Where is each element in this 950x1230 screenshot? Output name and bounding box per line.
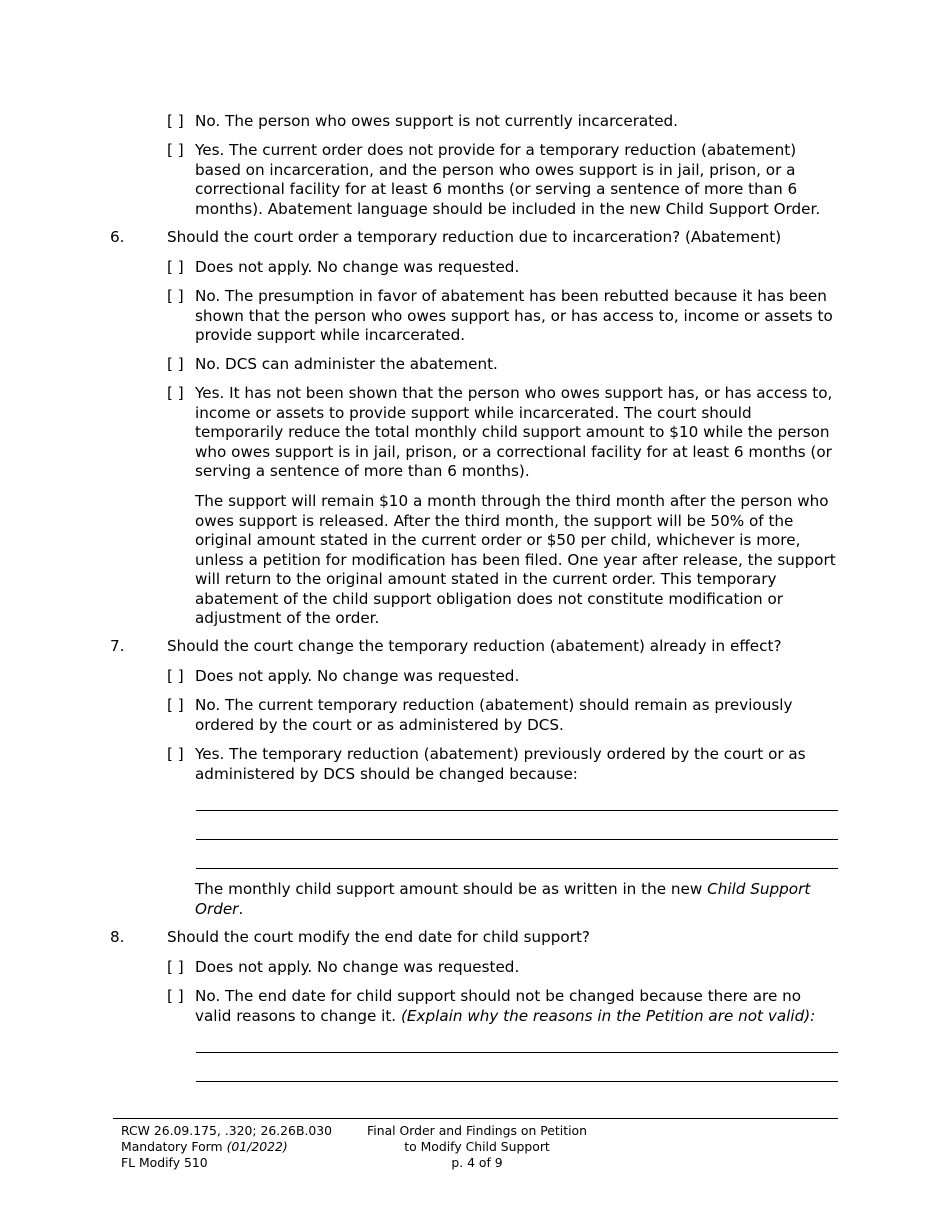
q8-explain-line-1[interactable] <box>196 1052 838 1053</box>
footer-title-2: to Modify Child Support <box>404 1139 550 1154</box>
q6-option-yes[interactable] <box>167 384 842 482</box>
checkbox-option-yes-incarcerated[interactable] <box>167 141 842 219</box>
option-text: No. The presumption in favor of abatement has been rebutted because it has been shown that the person who owes support has, or has access to, income or assets to provide support while incarcerated. <box>195 287 833 344</box>
q8-explain-line-2[interactable] <box>196 1081 838 1082</box>
q8-option-no[interactable] <box>167 987 842 1026</box>
checkbox[interactable]: [ ] <box>167 667 184 685</box>
q7-option-does-not-apply[interactable] <box>167 667 842 687</box>
q8-option-does-not-apply[interactable] <box>167 958 842 978</box>
option-text: Does not apply. No change was requested. <box>195 258 520 276</box>
option-text: No. DCS can administer the abatement. <box>195 355 498 373</box>
q6-option-no-dcs[interactable] <box>167 355 842 375</box>
note-text: The monthly child support amount should be as written in the new <box>195 880 708 898</box>
checkbox[interactable]: [ ] <box>167 355 184 373</box>
checkbox[interactable]: [ ] <box>167 112 184 130</box>
note-italic: Child Support Order <box>195 880 811 918</box>
option-text: Does not apply. No change was requested. <box>195 958 520 976</box>
checkbox[interactable]: [ ] <box>167 258 184 276</box>
option-text: Yes. It has not been shown that the person who owes support has, or has access to, income or assets to provide support while incarcerated. The court should temporarily reduce the total monthly child support amount to $10 while the person who owes support is in jail, prison, or a correctional facility for at least 6 months (or serving a sentence of more than 6 months). <box>195 384 833 480</box>
footer-rcw: RCW 26.09.175, .320; 26.26B.030 <box>121 1123 333 1138</box>
q7-option-yes[interactable] <box>167 745 842 784</box>
option-text: Yes. The current order does not provide for a temporary reduction (abatement) based on incarceration, and the person who owes support is in jail, prison, or a correctional facility for at least 6 months (or serving a sentence of more than 6 months). Abatement language should be included in the new Child Support Order. <box>195 141 821 218</box>
question-number: 8. <box>110 928 125 946</box>
abatement-paragraph: The support will remain $10 a month through the third month after the person who owes support is released. After the third month, the support will be 50% of the original amount stated in the current order or $50 per child, whichever is more, unless a petition for modification has been filed. One year after release, the support will return to the original amount stated in the current order. This temporary abatement of the child support obligation does not constitute modification or adjustment of the order. <box>195 492 836 627</box>
question-text: Should the court order a temporary reduction due to incarceration? (Abatement) <box>167 228 782 246</box>
option-text: Yes. The temporary reduction (abatement) previously ordered by the court or as administered by DCS should be changed because: <box>195 745 806 783</box>
option-text-italic: (Explain why the reasons in the Petition are not valid): <box>400 1006 816 1025</box>
checkbox[interactable]: [ ] <box>167 287 184 305</box>
checkbox-option-no-incarcerated[interactable] <box>167 112 842 132</box>
footer-left <box>121 1123 361 1171</box>
q6-option-no-rebutted[interactable] <box>167 287 842 346</box>
question-text: Should the court change the temporary reduction (abatement) already in effect? <box>167 637 782 655</box>
question-text: Should the court modify the end date for child support? <box>167 928 590 946</box>
q7-reason-line-2[interactable] <box>196 839 838 840</box>
checkbox[interactable]: [ ] <box>167 696 184 714</box>
footer-mandatory-date: (01/2022) <box>226 1139 288 1154</box>
option-text: No. The person who owes support is not currently incarcerated. <box>195 112 679 130</box>
question-number: 6. <box>110 228 125 246</box>
q7-reason-line-3[interactable] <box>196 868 838 869</box>
footer-center <box>352 1123 602 1171</box>
option-text-main: No. The end date for child support should not be changed because there are no valid reasons to change it. <box>195 987 802 1025</box>
footer-title-1: Final Order and Findings on Petition <box>367 1123 587 1138</box>
question-number: 7. <box>110 637 125 655</box>
footer-divider <box>113 1118 838 1119</box>
footer-mandatory: Mandatory Form (01/2022) <box>121 1139 288 1154</box>
checkbox[interactable]: [ ] <box>167 384 184 402</box>
checkbox[interactable]: [ ] <box>167 987 184 1005</box>
q7-note <box>195 880 840 919</box>
footer-page-number: p. 4 of 9 <box>451 1155 503 1170</box>
option-text <box>167 987 842 1026</box>
option-text: No. The current temporary reduction (abatement) should remain as previously ordered by the court or as administered by DCS. <box>195 696 793 734</box>
option-text: Does not apply. No change was requested. <box>195 667 520 685</box>
note-suffix: . <box>238 899 244 918</box>
checkbox[interactable]: [ ] <box>167 745 184 763</box>
footer-form-id: FL Modify 510 <box>121 1155 208 1170</box>
q6-option-does-not-apply[interactable] <box>167 258 842 278</box>
q7-reason-line-1[interactable] <box>196 810 838 811</box>
q7-option-no[interactable] <box>167 696 842 735</box>
checkbox[interactable]: [ ] <box>167 141 184 159</box>
checkbox[interactable]: [ ] <box>167 958 184 976</box>
